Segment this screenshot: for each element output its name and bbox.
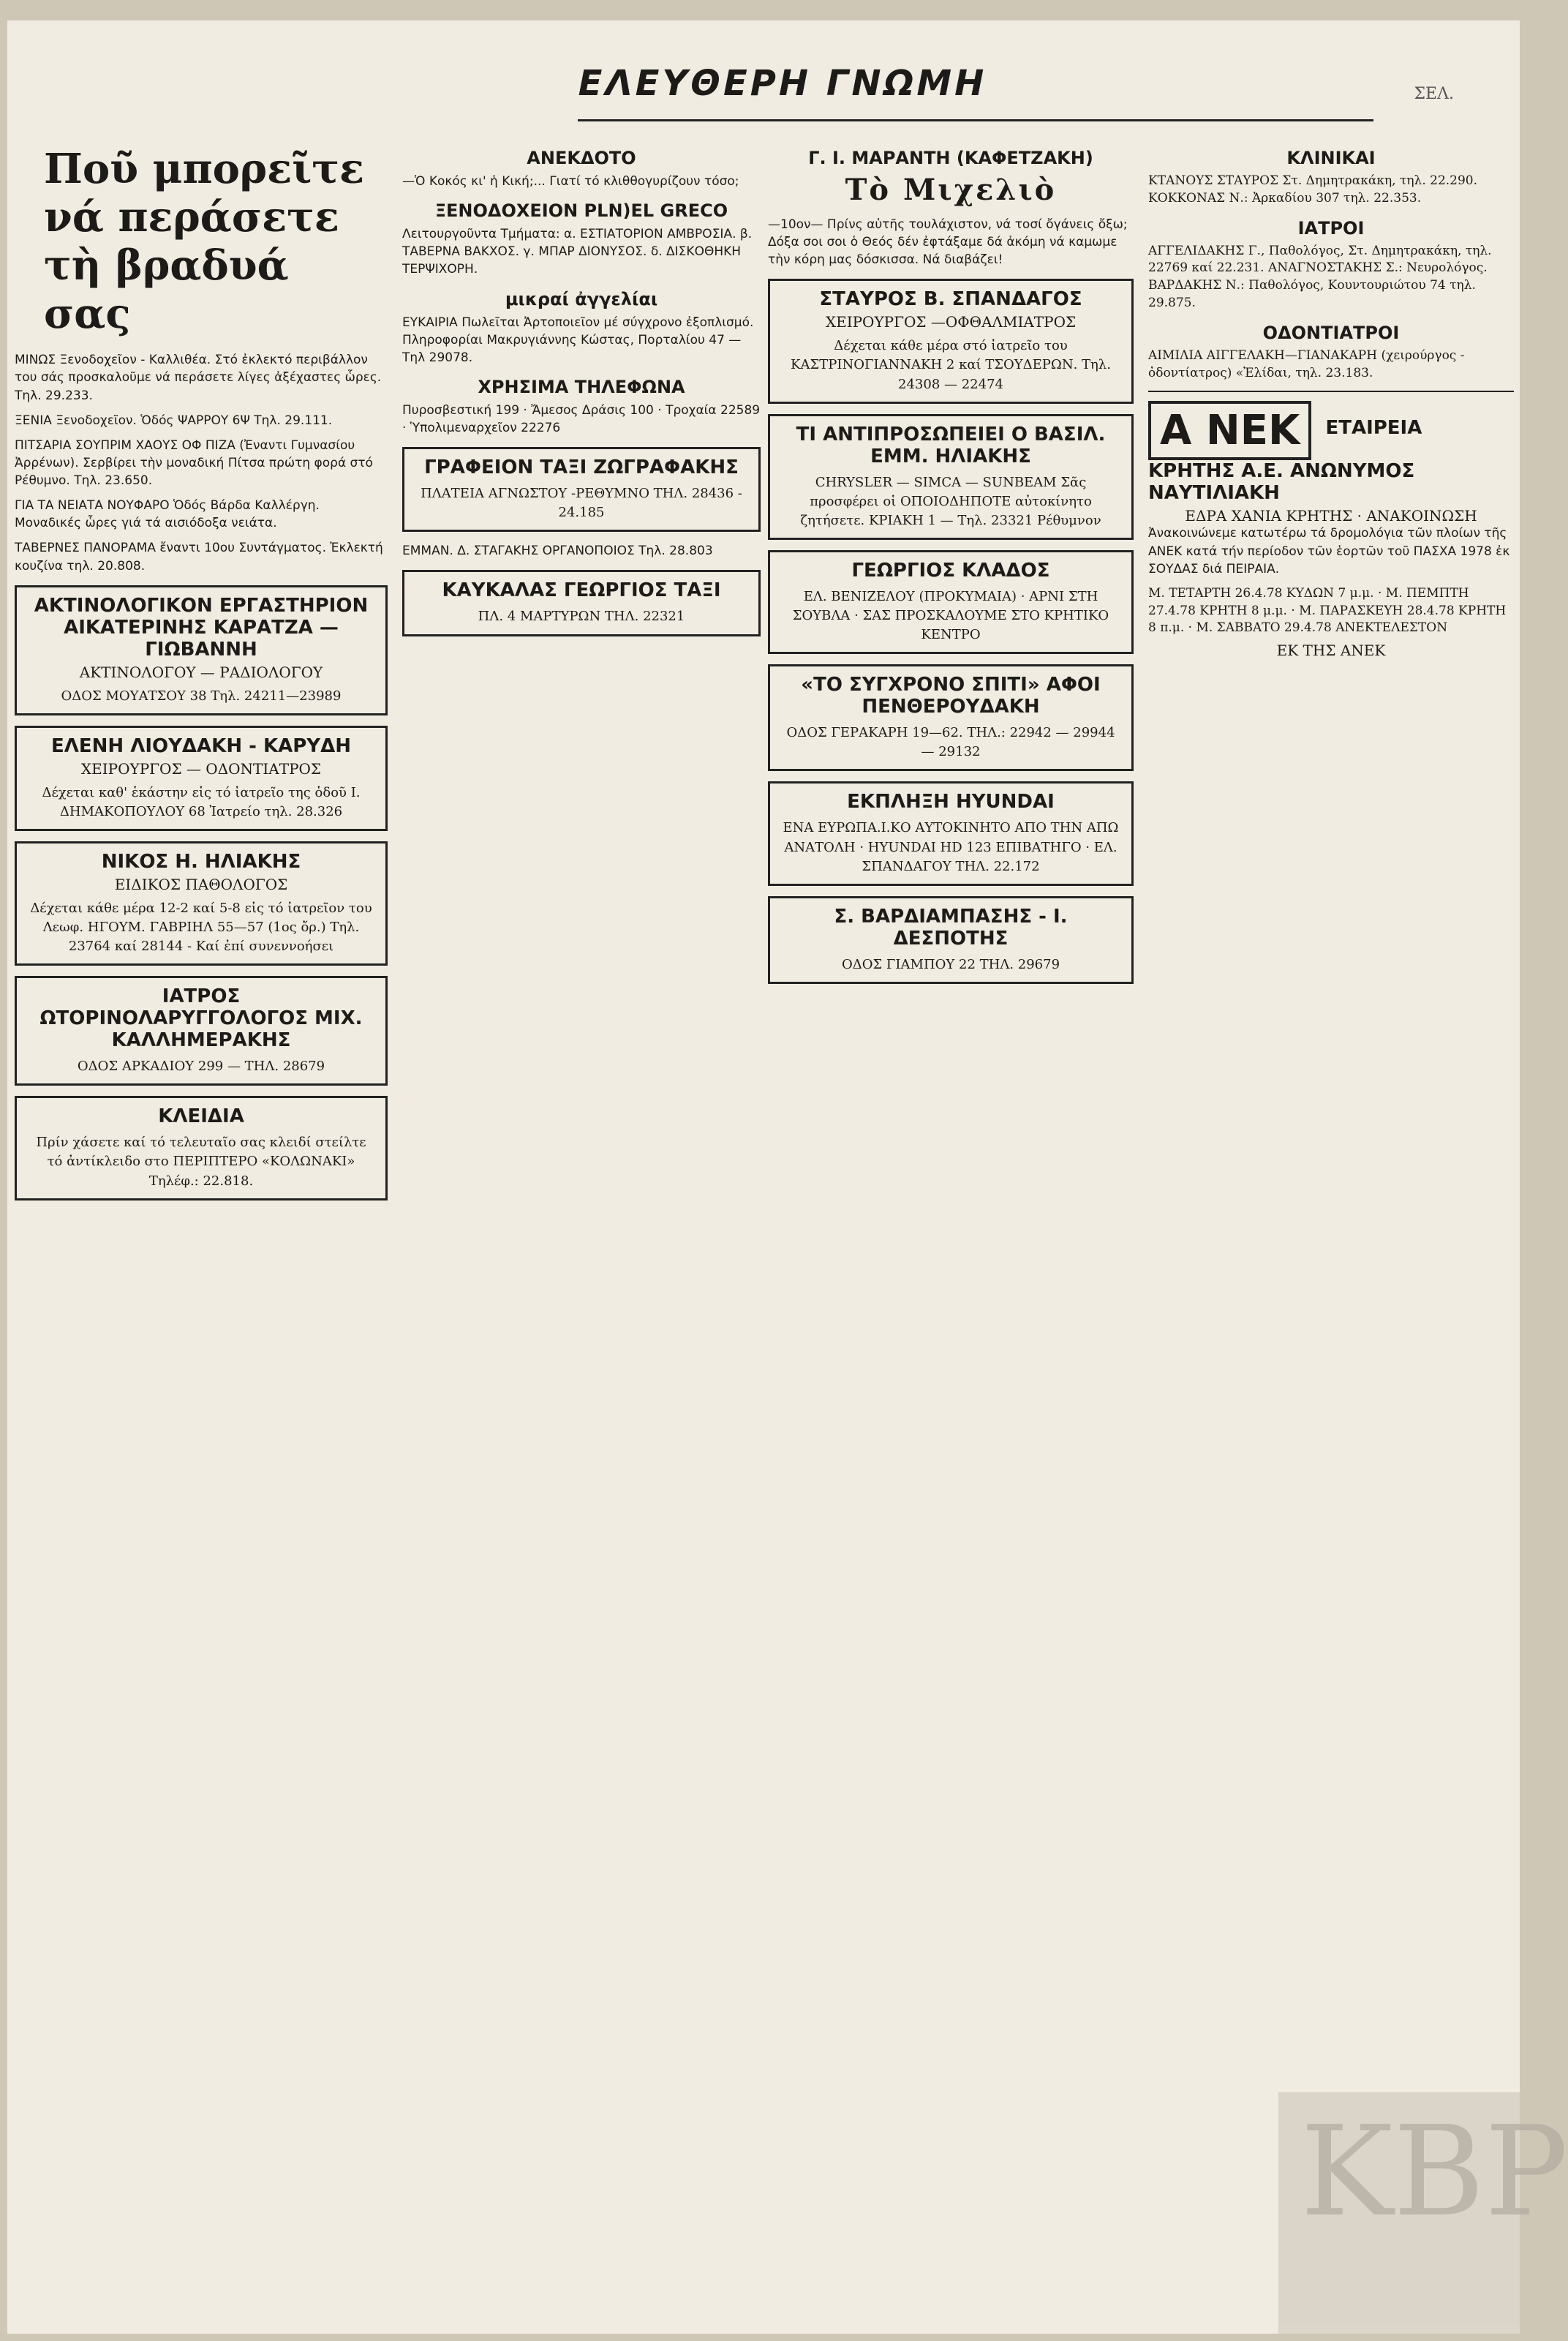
pathologist-ad-head: ΝΙΚΟΣ Η. ΗΛΙΑΚΗΣ xyxy=(101,850,301,873)
library-watermark xyxy=(1278,2092,1568,2334)
col1-para-5: ΤΑΒΕΡΝΕΣ ΠΑΝΟΡΑΜΑ ἔναντι 10ου Συντάγματος. Ἐκλεκτή κουζίνα τηλ. 20.808. xyxy=(15,541,383,574)
doctors-list: ΑΓΓΕΛΙΔΑΚΗΣ Γ., Παθολόγος, Στ. Δημητρακάκη, τηλ. 22769 καί 22.231. ΑΝΑΓΝΟΣΤΑΚΗΣ Σ.: Νευρολόγος. ΒΑΡΔΑΚΗΣ Ν.: Παθολόγος, Κουντουριώτου 74 τηλ. 29.875. xyxy=(1148,243,1492,310)
column-2 xyxy=(402,138,761,647)
classifieds-body: ΕΥΚΑΙΡΙΑ Πωλεῖται Ἀρτοποιεῖον μέ σύγχρονο ἐξοπλισμό. Πληροφορίαι Μακρυγιάννης Κώστας, Πορταλίου 47 — Τηλ 29078. xyxy=(402,315,754,365)
anek-ad xyxy=(1148,401,1514,659)
story-text: —10ον— Πρίνς αὐτῆς τουλάχιστον, νά τοσί ὄγάνεις ὄξω; Δόξα σοι σοι ὁ Θεός δέν ἐφτάξαμε δά ἀκόμη νά καμωμε τὴν κόρη μας δόσκισσα. Νά διαβάζει! xyxy=(768,217,1128,268)
cars-ad-body: CHRYSLER — SIMCA — SUNBEAM Σᾶς προσφέρει οἱ ΟΠΟΙΟΔΗΠΟΤΕ αὐτοκίνητο ζητήσετε. ΚΡΙΑΚΗ 1 — Τηλ. 23321 Ρέθυμνον xyxy=(800,474,1101,528)
page-number: ΣΕΛ. xyxy=(1414,85,1454,103)
column-4 xyxy=(1148,138,1514,659)
taxi-office-body: ΠΛΑΤΕΙΑ ΑΓΝΩΣΤΟΥ -ΡΕΘΥΜΝΟ ΤΗΛ. 28436 - 24.185 xyxy=(421,486,742,521)
ent-ad-head: ΙΑΤΡΟΣ ΩΤΟΡΙΝΟΛΑΡΥΓΓΟΛΟΓΟΣ ΜΙΧ. ΚΑΛΛΗΜΕΡΑΚΗΣ xyxy=(39,985,363,1052)
pathologist-ad xyxy=(15,841,388,966)
pathologist-ad-body: Δέχεται κάθε μέρα 12-2 καί 5-8 εἰς τό ἰατρεῖον του Λεωφ. ΗΓΟΥΜ. ΓΑΒΡΙΗΛ 55—57 (1ος ὄρ.) Τηλ. 23764 καί 28144 - Καί ἐπί συνεννοήσει xyxy=(30,900,372,955)
home-store-head: «ΤΟ ΣΥΓΧΡΟΝΟ ΣΠΙΤΙ» ΑΦΟΙ ΠΕΝΘΕΡΟΥΔΑΚΗ xyxy=(801,674,1101,718)
ophthalmologist-ad xyxy=(768,279,1134,403)
dentist-ad-sub: ΧΕΙΡΟΥΡΓΟΣ — ΟΔΟΝΤΙΑΤΡΟΣ xyxy=(80,759,322,778)
anek-footer: ΕΚ ΤΗΣ ΑΝΕΚ xyxy=(1276,642,1386,660)
ent-ad xyxy=(15,976,388,1086)
keys-ad-body: Πρίν χάσετε καί τό τελευταῖο σας κλειδί στείλτε τό ἀντίκλειδο στο ΠΕΡΙΠΤΕΡΟ «ΚΟΛΩΝΑΚΙ» Τηλέφ.: 22.818. xyxy=(36,1135,366,1189)
column-1 xyxy=(15,138,388,1211)
anecdote-text: —Ὁ Κοκός κι' ἡ Κική;... Γιατί τό κλιθθογυρίζουν τόσο; xyxy=(402,174,739,189)
dentists-list: ΑΙΜΙΛΙΑ ΑΙΓΓΕΛΑΚΗ—ΓΙΑΝΑΚΑΡΗ (χειρούργος - ὀδοντίατρος) «Ἐλίδαι, τηλ. 23.183. xyxy=(1148,347,1465,380)
watermark-letters: ΚΒΡ xyxy=(1300,2100,1568,2244)
dentist-ad-body: Δέχεται καθ' ἑκάστην εἰς τό ἰατρεῖο της ὁδοῦ Ι. ΔΗΜΑΚΟΠΟΥΛΟΥ 68 Ἰατρείο τηλ. 28.326 xyxy=(42,784,361,819)
dentist-ad-head: ΕΛΕΝΗ ΛΙΟΥΔΑΚΗ - ΚΑΡΥΔΗ xyxy=(50,734,352,757)
newspaper-page xyxy=(7,20,1568,2334)
column-3 xyxy=(768,138,1134,994)
radiology-ad xyxy=(15,585,388,715)
hyundai-ad-head: ΕΚΠΛΗΞΗ ΗΥUNDAI xyxy=(847,791,1055,813)
electronics-ad-head: Σ. ΒΑΡΔΙΑΜΠΑΣΗΣ - Ι. ΔΕΣΠΟΤΗΣ xyxy=(834,905,1068,950)
home-store-body: ΟΔΟΣ ΓΕΡΑΚΑΡΗ 19—62. ΤΗΛ.: 22942 — 29944 — 29132 xyxy=(786,725,1115,760)
anecdote-title: ΑΝΕΚΔΟΤΟ xyxy=(527,148,636,168)
cars-ad xyxy=(768,414,1134,540)
masthead-rule xyxy=(578,119,1373,121)
organ-maker-ad: ΕΜΜΑΝ. Δ. ΣΤΑΓΑΚΗΣ ΟΡΓΑΝΟΠΟΙΟΣ Τηλ. 28.803 xyxy=(402,544,713,559)
col1-title: Ποῦ μπορεῖτε νά περάσετε τὴ βραδυά σας xyxy=(44,145,365,339)
anek-ad-sub: ΕΔΡΑ ΧΑΝΙΑ ΚΡΗΤΗΣ · ΑΝΑΚΟΙΝΩΣΗ xyxy=(1185,507,1477,525)
clinics-list: ΚΤΑΝΟΥΣ ΣΤΑΥΡΟΣ Στ. Δημητρακάκη, τηλ. 22.290. ΚΟΚΚΟΝΑΣ Ν.: Ἀρκαδίου 307 τηλ. 22.353. xyxy=(1148,173,1478,206)
useful-phones-title: ΧΡΗΣΙΜΑ ΤΗΛΕΦΩΝΑ xyxy=(478,376,685,397)
restaurant-ad-body: ΕΛ. ΒΕΝΙΖΕΛΟΥ (ΠΡΟΚΥΜΑΙΑ) · ΑΡΝΙ ΣΤΗ ΣΟΥΒΛΑ · ΣΑΣ ΠΡΟΣΚΑΛΟΥΜΕ ΣΤΟ ΚΡΗΤΙΚΟ ΚΕΝΤΡΟ xyxy=(792,588,1109,643)
section-divider xyxy=(1148,391,1514,392)
cars-ad-head: ΤΙ ΑΝΤΙΠΡΟΣΩΠΕΙΕΙ Ο ΒΑΣΙΛ. ΕΜΜ. ΗΛΙΑΚΗΣ xyxy=(796,423,1106,467)
anek-logo: A NEK xyxy=(1148,401,1311,460)
electronics-ad xyxy=(768,896,1134,984)
pathologist-ad-sub: ΕΙΔΙΚΟΣ ΠΑΘΟΛΟΓΟΣ xyxy=(114,875,288,893)
anek-ad-head: ΕΤΑΙΡΕΙΑ ΚΡΗΤΗΣ Α.Ε. ΑΝΩΝΥΜΟΣ ΝΑΥΤΙΛΙΑΚΗ xyxy=(1148,417,1422,505)
dentist-ad xyxy=(15,726,388,831)
anek-schedule: Μ. ΤΕΤΑΡΤΗ 26.4.78 ΚΥΔΩΝ 7 μ.μ. · Μ. ΠΕΜΠΤΗ 27.4.78 ΚΡΗΤΗ 8 μ.μ. · Μ. ΠΑΡΑΣΚΕΥΗ 28.4.78 ΚΡΗΤΗ 8 π.μ. · Μ. ΣΑΒΒΑΤΟ 29.4.78 ΑΝΕΚΤΕΛΕΣΤΟΝ xyxy=(1148,585,1507,636)
keys-ad xyxy=(15,1096,388,1200)
col1-para-2: ΞΕΝΙΑ Ξενοδοχεῖον. Ὁδός ΨΑΡΡΟΥ 6Ψ Τηλ. 29.111. xyxy=(15,413,333,428)
restaurant-ad-head: ΓΕΩΡΓΙΟΣ ΚΛΑΔΟΣ xyxy=(851,559,1050,582)
radiology-ad-sub: ΑΚΤΙΝΟΛΟΓΟΥ — ΡΑΔΙΟΛΟΓΟΥ xyxy=(79,663,323,681)
radiology-ad-head: ΑΚΤΙΝΟΛΟΓΙΚΟΝ ΕΡΓΑΣΤΗΡΙΟΝ ΑΙΚΑΤΕΡΙΝΗΣ ΚΑΡΑΤΖΑ — ΓΙΩΒΑΝΝΗ xyxy=(34,594,369,661)
taxi-office-head: ΓΡΑΦΕΙΟΝ ΤΑΞΙ ΖΩΓΡΑΦΑΚΗΣ xyxy=(424,456,739,479)
ent-ad-body: ΟΔΟΣ ΑΡΚΑΔΙΟΥ 299 — ΤΗΛ. 28679 xyxy=(77,1059,325,1075)
doctors-title: ΙΑΤΡΟΙ xyxy=(1297,217,1365,238)
col1-para-1: ΜΙΝΩΣ Ξενοδοχεῖον - Καλλιθέα. Στό ἐκλεκτό περιβάλλον του σάς προσκαλοῦμε νά περάσετε λίγες ἀξέχαστες ὧρες. Τηλ. 29.233. xyxy=(15,353,382,403)
useful-phones-body: Πυροσβεστική 199 · Ἄμεσος Δράσις 100 · Τροχαία 22589 · Ὑπολιμεναρχεῖον 22276 xyxy=(402,402,761,435)
col1-para-3: ΠΙΤΣΑΡΙΑ ΣΟΥΠΡΙΜ ΧΑΟΥΣ ΟΦ ΠΙΖΑ (Ἐναντι Γυμνασίου Ἀρρένων). Σερβίρει τὴν μοναδική Πίτσα πρώτη φορά στό Ρέθυμνο. Τηλ. 23.650. xyxy=(15,437,373,489)
taxi-ad-head: ΚΑΥΚΑΛΑΣ ΓΕΩΡΓΙΟΣ ΤΑΞΙ xyxy=(442,579,721,602)
electronics-ad-body: ΟΔΟΣ ΓΙΑΜΠΟΥ 22 ΤΗΛ. 29679 xyxy=(841,956,1060,972)
anek-ad-body: Ἀνακοινώνεμε κατωτέρω τά δρομολόγια τῶν πλοίων τῆς ΑΝΕΚ κατά τήν περίοδον τῶν ἑορτῶν τοῦ ΠΑΣΧΑ 1978 ἐκ ΣΟΥΔΑΣ διά ΠΕΙΡΑΙΑ. xyxy=(1148,526,1510,576)
hotel-title: ΞΕΝΟΔΟΧΕΙΟΝ PLN)EL GRECO xyxy=(434,200,728,222)
page-header xyxy=(7,20,1520,130)
restaurant-ad xyxy=(768,550,1134,654)
ophthalmologist-sub: ΧΕΙΡΟΥΡΓΟΣ —ΟΦΘΑΛΜΙΑΤΡΟΣ xyxy=(825,313,1077,331)
clinics-title: ΚΛΙΝΙΚΑΙ xyxy=(1286,148,1376,168)
taxi-ad-body: ΠΛ. 4 ΜΑΡΤΥΡΩΝ ΤΗΛ. 22321 xyxy=(478,609,685,625)
classifieds-title: μικραί ἀγγελίαι xyxy=(505,288,658,309)
radiology-ad-body: ΟΔΟΣ ΜΟΥΑΤΣΟΥ 38 Τηλ. 24211—23989 xyxy=(61,688,342,704)
ophthalmologist-body: Δέχεται κάθε μέρα στό ἰατρεῖο του ΚΑΣΤΡΙΝΟΓΙΑΝΝΑΚΗ 2 καί ΤΣΟΥΔΕΡΩΝ. Τηλ. 24308 — 22474 xyxy=(791,338,1111,392)
dentists-title: ΟΔΟΝΤΙΑΤΡΟΙ xyxy=(1262,322,1400,343)
masthead: ΕΛΕΥΘΕΡΗ ΓΝΩΜΗ xyxy=(578,63,987,104)
story-title: Τὸ Μιχελιὸ xyxy=(845,173,1057,207)
hyundai-ad-body: ΕΝΑ ΕΥΡΩΠΑ.Ι.ΚΟ ΑΥΤΟΚΙΝΗΤΟ ΑΠΟ ΤΗΝ ΑΠΩ ΑΝΑΤΟΛΗ · HYUNDAI HD 123 ΕΠΙΒΑΤΗΓΟ · ΕΛ. ΣΠΑΝΔΑΓΟΥ ΤΗΛ. 22.172 xyxy=(783,820,1119,874)
col1-para-4: ΓΙΑ ΤΑ ΝΕΙΑΤΑ ΝΟΥΦΑΡΟ Ὁδός Βάρδα Καλλέργη. Μοναδικές ὧρες γιά τά αισιόδοξα νειάτα. xyxy=(15,498,320,531)
ophthalmologist-head: ΣΤΑΥΡΟΣ Β. ΣΠΑΝΔΑΓΟΣ xyxy=(819,288,1082,311)
taxi-ad xyxy=(402,570,761,636)
story-author: Γ. Ι. ΜΑΡΑΝΤΗ (ΚΑΦΕΤΖΑΚΗ) xyxy=(808,148,1093,168)
home-store-ad xyxy=(768,664,1134,771)
hyundai-ad xyxy=(768,781,1134,885)
taxi-office-ad xyxy=(402,447,761,532)
hotel-body: Λειτουργοῦντα Τμήματα: α. ΕΣΤΙΑΤΟΡΙΟΝ ΑΜΒΡΟΣΙΑ. β. ΤΑΒΕΡΝΑ ΒΑΚΧΟΣ. γ. ΜΠΑΡ ΔΙΟΝΥΣΟΣ. δ. ΔΙΣΚΟΘΗΚΗ ΤΕΡΨΙΧΟΡΗ. xyxy=(402,227,753,277)
keys-ad-head: ΚΛΕΙΔΙΑ xyxy=(158,1105,244,1128)
